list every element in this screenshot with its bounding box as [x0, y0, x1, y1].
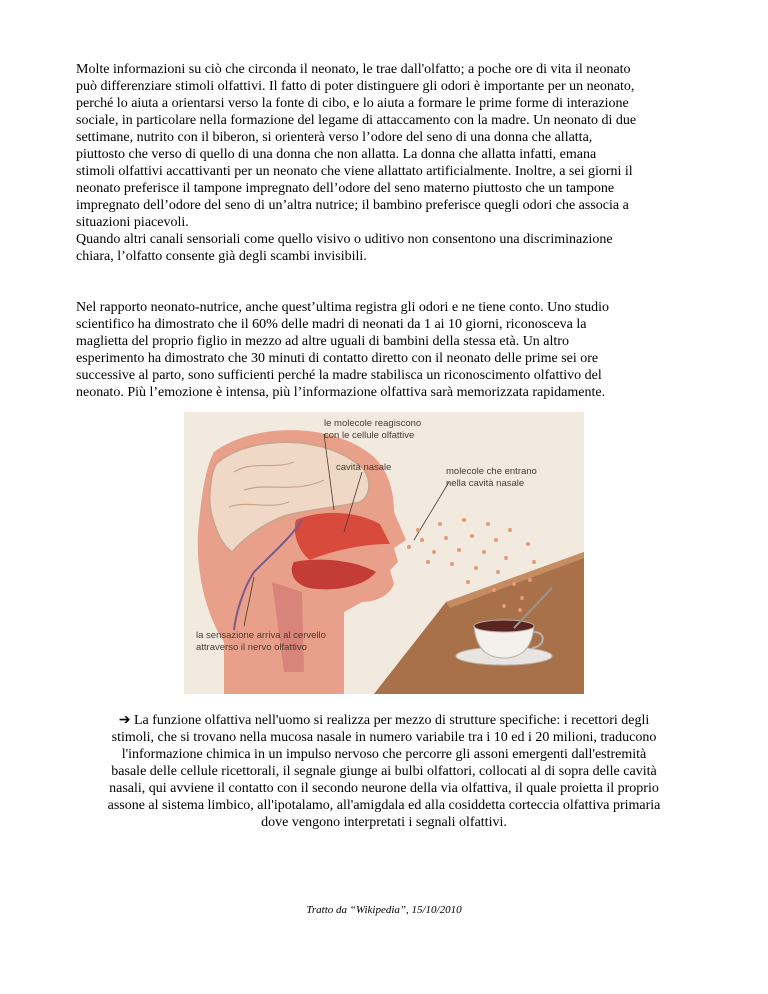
text-line: scientifico ha dimostrato che il 60% delle madri di neonati da 1 ai 10 giorni, riconosceva la — [76, 317, 587, 332]
paragraph-olfactory-function — [66, 712, 702, 831]
text-line: Nel rapporto neonato-nutrice, anche quest’ultima registra gli odori e ne tiene conto. Uno studio — [76, 300, 610, 315]
text-line: perché lo aiuta a orientarsi verso la fonte di cibo, e lo aiuta a formare le prime forme di interazione — [76, 96, 629, 111]
text-line: settimane, nutrito con il biberon, si orienterà verso l’odore del seno di una donna che allatta, — [76, 130, 593, 145]
olfaction-illustration — [184, 412, 584, 694]
text-line: esperimento ha dimostrato che 30 minuti di contatto diretto con il neonato delle prime sei ore — [76, 351, 599, 366]
text-line: successive al parto, sono sufficienti perché la madre stabilisca un riconoscimento olfattivo del — [76, 368, 602, 383]
text-line: La funzione olfattiva nell'uomo si realizza per mezzo di strutture specifiche: i recettori degli — [133, 713, 650, 728]
label-molecules-react: le molecole reagiscono — [324, 418, 422, 429]
arrow-icon: ➔ — [118, 713, 131, 728]
text-line: dove vengono interpretati i segnali olfattivi. — [261, 815, 507, 830]
label-molecules-enter: molecole che entrano — [446, 466, 537, 477]
text-line: maglietta del proprio figlio in mezzo ad altre uguali di bambini della stessa età. Un altro — [76, 334, 569, 349]
text-line: stimoli olfattivi accattivanti per un neonato che viene allattato artificialmente. Inoltre, a sei giorni il — [76, 164, 633, 179]
source-credit: Tratto da “Wikipedia”, 15/10/2010 — [306, 904, 462, 916]
text-line: nasali, qui avviene il contatto con il secondo neurone della via olfattiva, il quale proietta il proprio — [109, 781, 659, 796]
text-line: stimoli, che si trovano nella mucosa nasale in numero variabile tra i 10 ed i 20 milioni, traducono — [111, 730, 657, 745]
text-line: neonato preferisce il tampone impregnato dell’odore del seno materno piuttosto che un tampone — [76, 181, 615, 196]
paragraph-mother-newborn — [76, 299, 696, 401]
text-line: l'informazione chimica in un impulso nervoso che percorre gli assoni emergenti dall'estremità — [121, 747, 647, 762]
text-line: chiara, l’olfatto consente già degli scambi invisibili. — [76, 249, 367, 264]
label-molecules-react-2: con le cellule olfattive — [324, 430, 415, 441]
text-line: può differenziare stimoli olfattivi. Il fatto di poter distinguere gli odori è importante per un neonato, — [76, 79, 635, 94]
text-line: assone al sistema limbico, all'ipotalamo, all'amigdala ed alla cosiddetta corteccia olfattiva primaria — [107, 798, 661, 813]
label-nasal-cavity: cavità nasale — [336, 462, 392, 473]
text-line: neonato. Più l’emozione è intensa, più l’informazione olfattiva sarà memorizzata rapidamente. — [76, 385, 606, 400]
label-sensation: la sensazione arriva al cervello — [196, 630, 326, 641]
text-line: piuttosto che verso di quello di una donna che non allatta. La donna che allatta infatti, emana — [76, 147, 597, 162]
text-line: Quando altri canali sensoriali come quello visivo o uditivo non consentono una discriminazione — [76, 232, 613, 247]
text-line: Molte informazioni su ciò che circonda il neonato, le trae dall'olfatto; a poche ore di vita il neonato — [76, 62, 631, 77]
text-line: sociale, in particolare nella formazione del legame di attaccamento con la madre. Un neonato di due — [76, 113, 637, 128]
text-line: basale delle cellule ricettorali, il segnale giunge ai bulbi olfattori, collocati al di sopra delle cavità — [111, 764, 657, 779]
label-sensation-2: attraverso il nervo olfattivo — [196, 642, 307, 653]
text-line: impregnato dell’odore del seno di un’altra nutrice; il bambino preferisce quegli odori che associa a — [76, 198, 629, 213]
label-molecules-enter-2: nella cavità nasale — [446, 478, 525, 489]
paragraph-olfaction-newborn — [76, 61, 696, 265]
text-line: situazioni piacevoli. — [76, 215, 189, 230]
